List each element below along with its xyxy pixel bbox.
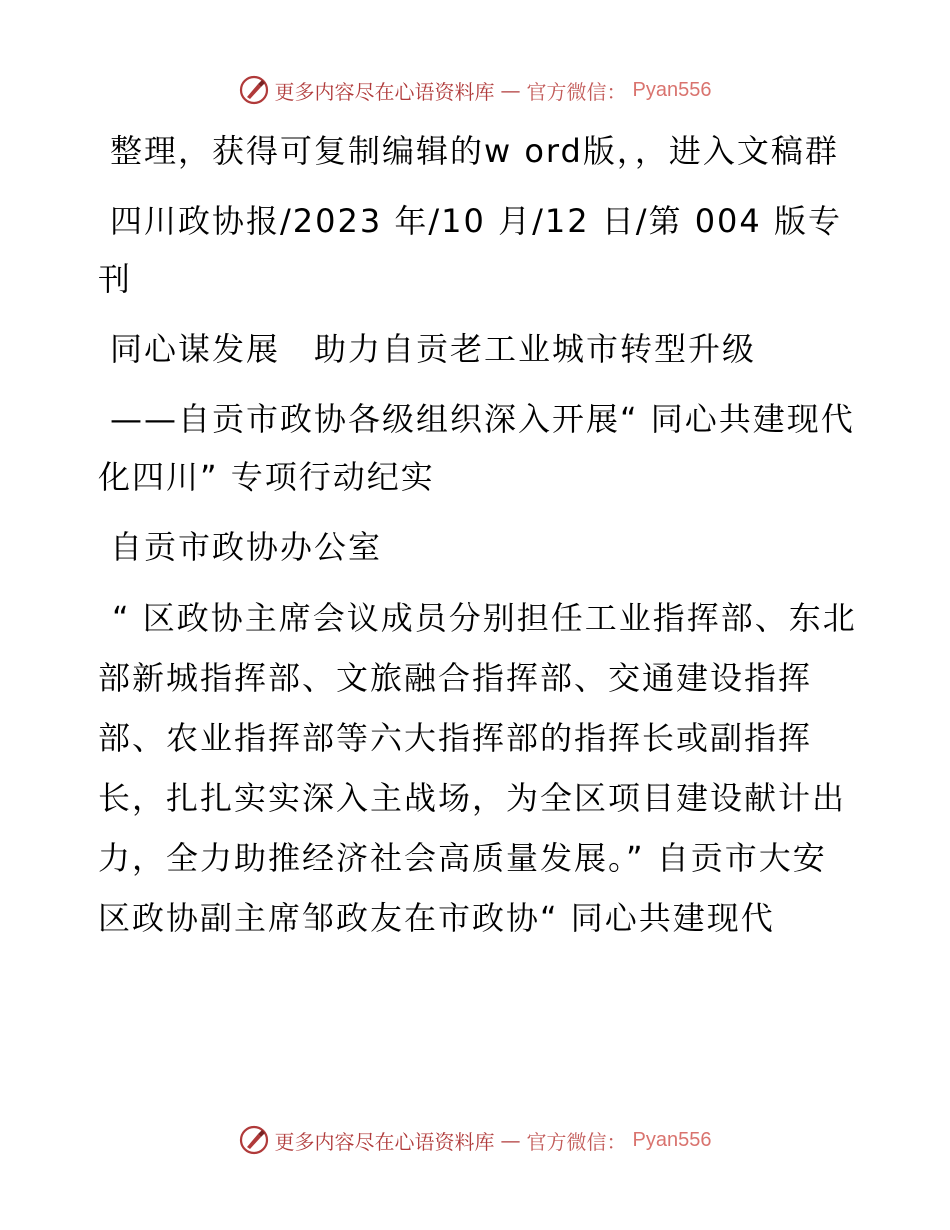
pen-nib-logo-icon xyxy=(239,1125,269,1155)
watermark-contact-id: Pyan556 xyxy=(632,1128,712,1151)
document-body xyxy=(98,122,858,960)
watermark-contact-id: Pyan556 xyxy=(632,78,712,101)
header-watermark xyxy=(0,70,950,110)
footer-watermark xyxy=(0,1120,950,1160)
article-body-paragraph: “ 区政协主席会议成员分别担任工业指挥部、东北部新城指挥部、文旅融合指挥部、交通建设指挥部、农业指挥部等六大指挥部的指挥长或副指挥长，扎扎实实深入主战场，为全区项目建设献计出力，全力助推经济社会高质量发展。” 自贡市大安区政协副主席邹政友在市政协“ 同心共建现代 xyxy=(98,599,857,937)
pen-nib-logo-icon xyxy=(239,75,269,105)
source-line: 四川政协报/2023 年/10 月/12 日/第 004 版专刊 xyxy=(98,202,842,298)
watermark-contact-label: 官方微信： xyxy=(526,79,627,104)
watermark-dash: — xyxy=(500,1128,521,1152)
article-title: 同心谋发展 助力自贡老工业城市转型升级 xyxy=(110,330,757,368)
article-subtitle: ——自贡市政协各级组织深入开展“ 同心共建现代化四川” 专项行动纪实 xyxy=(98,400,855,496)
article-author: 自贡市政协办公室 xyxy=(110,528,383,566)
intro-note: 整理，获得可复制编辑的w ord版，，进入文稿群 xyxy=(110,132,839,170)
watermark-main-text: 更多内容尽在心语资料库 xyxy=(274,1129,495,1154)
watermark-contact-label: 官方微信： xyxy=(526,1129,627,1154)
watermark-dash: — xyxy=(500,78,521,102)
watermark-main-text: 更多内容尽在心语资料库 xyxy=(274,79,495,104)
